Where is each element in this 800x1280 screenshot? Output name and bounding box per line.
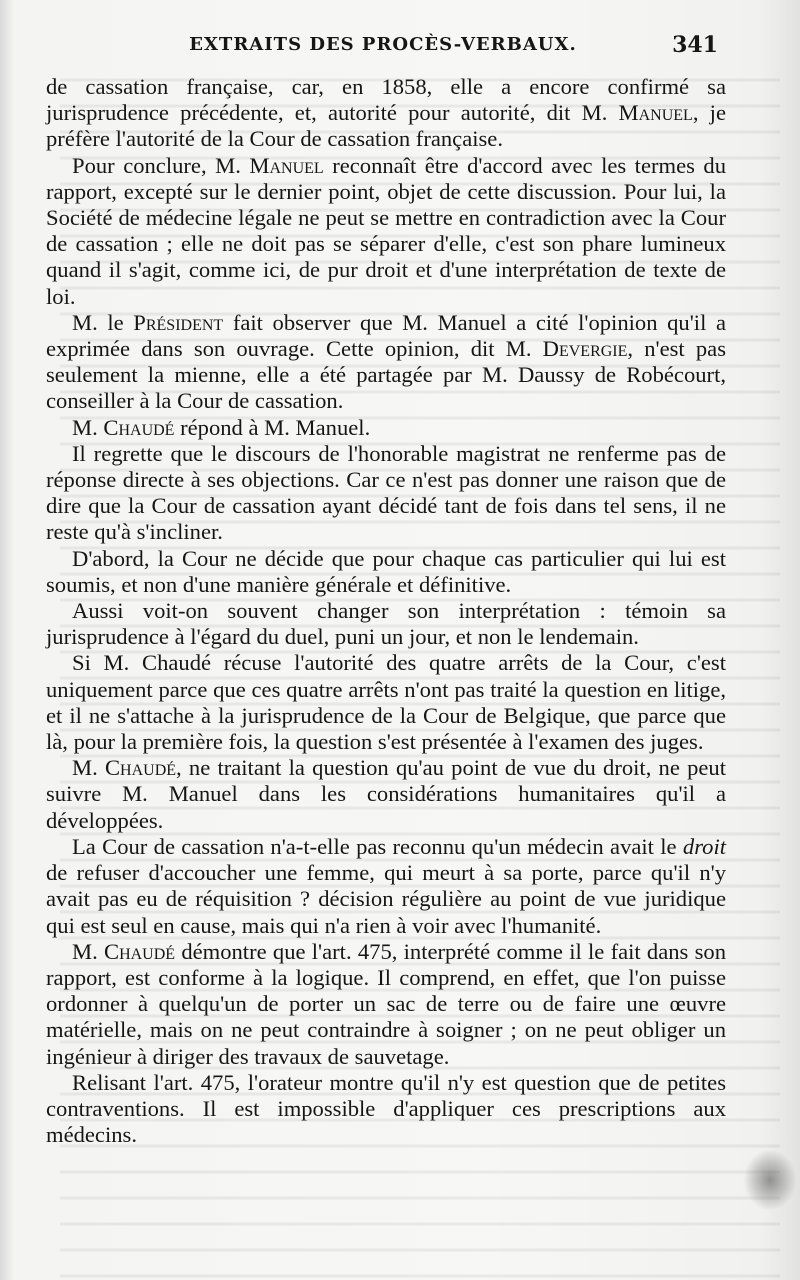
text-run: de cassation française, car, en 1858, elle a encore confirmé sa jurisprudence précédente, et, autorité pour autorité, dit M. <box>46 74 726 126</box>
italic-text: droit <box>682 833 726 859</box>
text-run: Relisant l'art. 475, l'orateur montre qu'il n'y est question que de petites contraventions. Il est impossible d'appliquer ces prescriptions aux médecins. <box>46 1069 726 1148</box>
text-run: fait observer que M. Manuel a cité l'opinion qu'il a exprimée dans son ouvrage. Cette opinion, dit M. <box>46 309 726 362</box>
text-run: M. <box>72 755 105 781</box>
name-small-caps: Chaudé <box>104 938 176 964</box>
paragraph <box>46 546 726 598</box>
text-run: démontre que l'art. 475, interprété comme il le fait dans son rapport, est conforme à la logique. Il comprend, en effet, que l'on puisse ordonner à quelqu'un de porter un sac de terre ou de faire une œuvre matérielle, mais on ne peut contraindre à soigner ; on ne peut obliger un ingénieur à diriger des travaux de sauvetage. <box>46 938 726 1069</box>
paragraph <box>46 598 726 650</box>
text-run: M. <box>72 414 104 440</box>
body-text <box>46 74 726 1148</box>
text-run: Il regrette que le discours de l'honorable magistrat ne renferme pas de réponse directe à ses objections. Car ce n'est pas donner une raison que de dire que la Cour de cassation ayant décidé tant de fois dans tel sens, il ne reste qu'à s'incliner. <box>46 440 726 545</box>
page-header <box>48 34 718 62</box>
page-number: 341 <box>672 32 718 58</box>
text-run: , je préfère l'autorité de la Cour de cassation française. <box>46 100 726 152</box>
paragraph <box>46 1070 726 1149</box>
text-run: La Cour de cassation n'a-t-elle pas reconnu qu'un médecin avait le <box>72 833 683 859</box>
text-run: Pour conclure, M. <box>72 152 250 178</box>
paragraph <box>46 153 726 310</box>
paragraph <box>46 834 726 939</box>
text-run: répond à M. Manuel. <box>174 414 371 440</box>
text-run: M. le <box>72 309 134 335</box>
text-run: , ne traitant la question qu'au point de vue du droit, ne peut suivre M. Manuel dans les considérations humanitaires qu'il a développées. <box>46 755 726 833</box>
name-small-caps: Chaudé <box>104 755 177 781</box>
text-run: , n'est pas seulement la mienne, elle a été partagée par M. Daussy de Robécourt, conseiller à la Cour de cassation. <box>46 336 726 414</box>
paragraph <box>46 939 726 1070</box>
text-run: Si M. Chaudé récuse l'autorité des quatre arrêts de la Cour, c'est uniquement parce que ces quatre arrêts n'ont pas traité la question en litige, et il ne s'attache à la jurisprudence de la Cour de Belgique, que parce que là, pour la première fois, la question s'est présentée à l'examen des juges. <box>46 650 726 755</box>
running-head: EXTRAITS DES PROCÈS-VERBAUX. <box>189 34 577 55</box>
paragraph <box>46 650 726 755</box>
text-run: Aussi voit-on souvent changer son interprétation : témoin sa jurisprudence à l'égard du duel, puni un jour, et non le lendemain. <box>46 598 726 650</box>
name-small-caps: Chaudé <box>103 414 175 440</box>
name-small-caps: Président <box>133 309 224 335</box>
paragraph <box>46 310 726 415</box>
paper-stain <box>744 1150 796 1210</box>
paragraph <box>46 415 726 441</box>
text-run: M. <box>72 938 104 964</box>
text-run: reconnaît être d'accord avec les termes du rapport, excepté sur le dernier point, objet de cette discussion. Pour lui, la Société de médecine légale ne peut se mettre en contradiction avec la Cour de cassation ; elle ne doit pas se séparer d'elle, c'est son phare lumineux quand il s'agit, comme ici, de pur droit et d'une interprétation de texte de loi. <box>46 152 726 309</box>
name-small-caps: Manuel <box>249 152 324 178</box>
name-small-caps: Manuel <box>618 100 693 126</box>
paragraph <box>46 441 726 546</box>
text-run: D'abord, la Cour ne décide que pour chaque cas particulier qui lui est soumis, et non d'une manière générale et définitive. <box>46 545 726 597</box>
paragraph <box>46 755 726 834</box>
text-run: de refuser d'accoucher une femme, qui meurt à sa porte, parce qu'il n'y avait pas eu de réquisition ? décision régulière au point de vue juridique qui est seul en cause, mais qui n'a rien à voir avec l'humanité. <box>46 860 726 938</box>
name-small-caps: Devergie <box>542 336 628 362</box>
paragraph <box>46 74 726 153</box>
